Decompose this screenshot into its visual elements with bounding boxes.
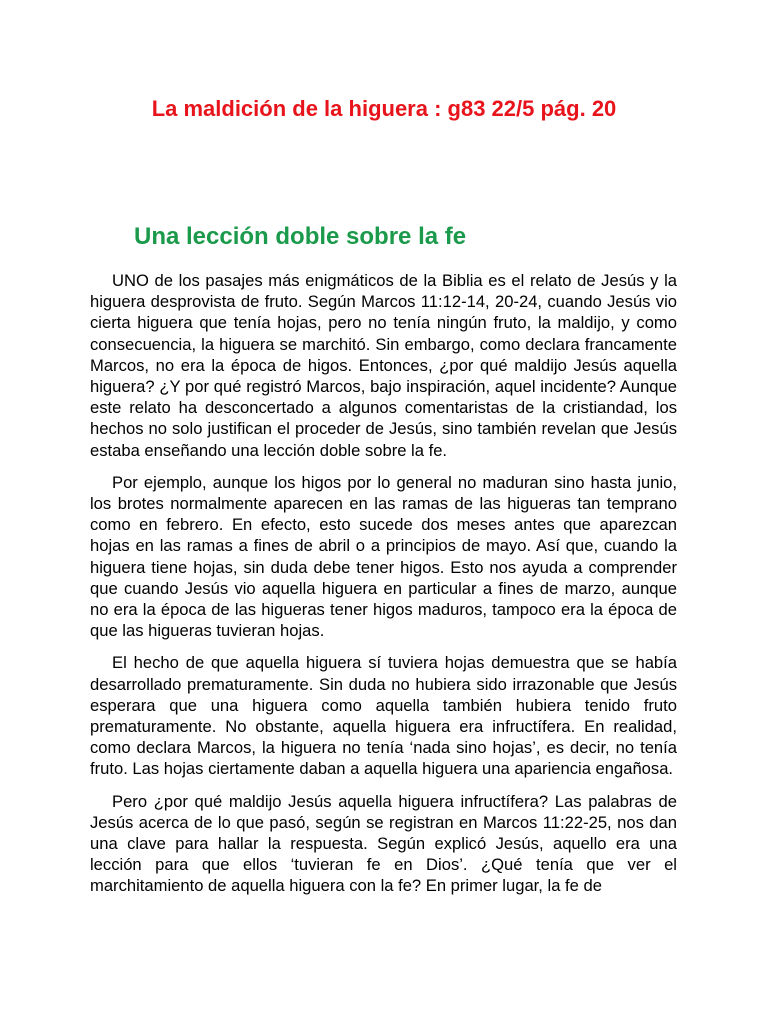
paragraph-2: Por ejemplo, aunque los higos por lo general no maduran sino hasta junio, los brotes normalmente aparecen en las ramas de las higueras tan temprano como en febrero. En efecto, esto sucede dos meses antes que aparezcan hojas en las ramas a fines de abril o a principios de mayo. Así que, cuando la higuera tiene hojas, sin duda debe tener higos. Esto nos ayuda a comprender que cuando Jesús vio aquella higuera en particular a fines de marzo, aunque no era la época de las higueras tener higos maduros, tampoco era la época de que las higueras tuvieran hojas. — [90, 472, 677, 641]
document-title: La maldición de la higuera : g83 22/5 pág. 20 — [151, 96, 617, 121]
section-heading: Una lección doble sobre la fe — [134, 223, 467, 250]
paragraph-3: El hecho de que aquella higuera sí tuviera hojas demuestra que se había desarrollado prematuramente. Sin duda no hubiera sido irrazonable que Jesús esperara que una higuera como aquella también hubiera tenido fruto prematuramente. No obstante, aquella higuera era infructífera. En realidad, como declara Marcos, la higuera no tenía ‘nada sino hojas’, es decir, no tenía fruto. Las hojas ciertamente daban a aquella higuera una apariencia engañosa. — [90, 653, 677, 779]
paragraph-1: UNO de los pasajes más enigmáticos de la Biblia es el relato de Jesús y la higuera desprovista de fruto. Según Marcos 11:12-14, 20-24, cuando Jesús vio cierta higuera que tenía hojas, pero no tenía ningún fruto, la maldijo, y como consecuencia, la higuera se marchitó. Sin embargo, como declara francamente Marcos, no era la época de higos. Entonces, ¿por qué maldijo Jesús aquella higuera? ¿Y por qué registró Marcos, bajo inspiración, aquel incidente? Aunque este relato ha desconcertado a algunos comentaristas de la cristiandad, los hechos no solo justifican el proceder de Jesús, sino también revelan que Jesús estaba enseñando una lección doble sobre la fe. — [90, 271, 677, 460]
paragraph-4: Pero ¿por qué maldijo Jesús aquella higuera infructífera? Las palabras de Jesús acerca de lo que pasó, según se registran en Marcos 11:22-25, nos dan una clave para hallar la respuesta. Según explicó Jesús, aquello era una lección para que ellos ‘tuvieran fe en Dios’. ¿Qué tenía que ver el marchitamiento de aquella higuera con la fe? En primer lugar, la fe de — [90, 791, 677, 896]
body-text — [90, 270, 677, 908]
